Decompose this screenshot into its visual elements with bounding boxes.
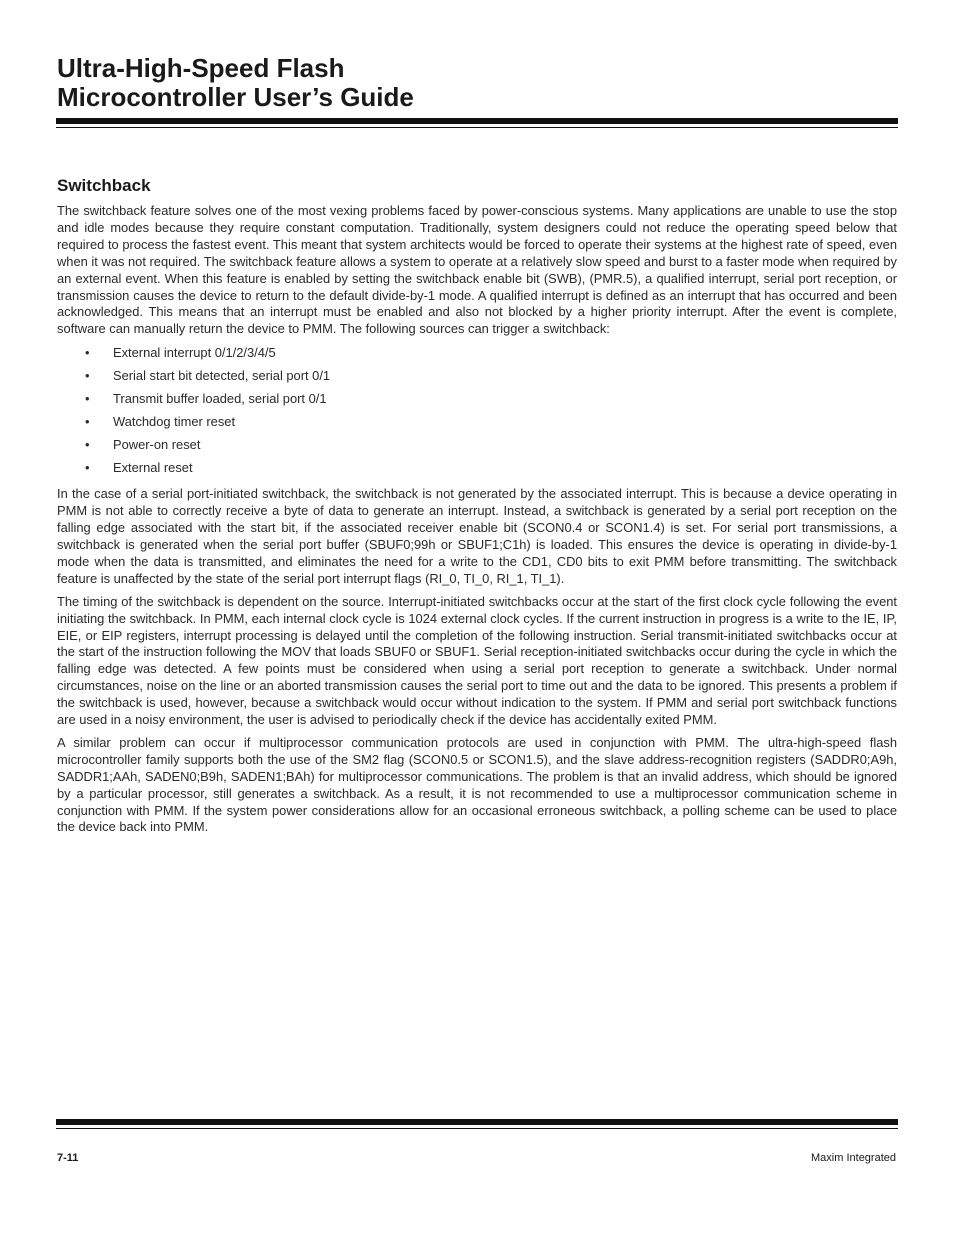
page-number: 7-11 — [57, 1152, 79, 1164]
bullet-icon: • — [85, 345, 90, 361]
bullet-icon: • — [85, 368, 90, 384]
intro-paragraph: The switchback feature solves one of the most vexing problems faced by power-conscious systems. Many applications are unable to use the stop and idle modes because they require constant computation. Traditionally, system designers could not reduce the operating speed below that required to process the fastest event. This meant that system architects would be forced to operate their systems at the highest rate of speed, even when it was not required. The switchback feature allows a system to operate at a relatively slow speed and burst to a faster mode when required by an external event. When this feature is enabled by setting the switchback enable bit (SWB), (PMR.5), a qualified interrupt, serial port reception, or transmission causes the device to return to the default divide-by-1 mode. A qualified interrupt is defined as an interrupt that has occurred and been acknowledged. This means that an interrupt must be enabled and also not blocked by a higher priority interrupt. After the event is complete, software can manually return the device to PMM. The following sources can trigger a switchback: — [57, 203, 897, 337]
title-line-1: Ultra-High-Speed Flash — [57, 53, 345, 83]
bullet-icon: • — [85, 414, 90, 430]
company-name: Maxim Integrated — [811, 1152, 896, 1164]
switchback-sources-list — [57, 344, 897, 482]
list-item: • Power-on reset — [85, 437, 201, 453]
title-line-2: Microcontroller User’s Guide — [57, 82, 414, 112]
header-rule-thin — [56, 127, 898, 129]
paragraph-switchback-timing: The timing of the switchback is dependent on the source. Interrupt-initiated switchbacks occur at the start of the first clock cycle following the event initiating the switchback. In PMM, each internal clock cycle is 1024 external clock cycles. If the current instruction in progress is a write to the IE, IP, EIE, or EIP registers, interrupt processing is delayed until the completion of the following instruction. Serial transmit-initiated switchbacks occur at the start of the instruction following the MOV that loads SBUF0 or SBUF1. Serial reception-initiated switchbacks occur during the cycle in which the falling edge was detected. A few points must be considered when using a serial port reception to generate a switchback. Under normal circumstances, noise on the line or an aborted transmission causes the serial port to time out and the data to be ignored. This presents a problem if the switchback is used, however, because a switchback would occur without indication to the system. If PMM and serial port switchback functions are used in a noisy environment, the user is advised to periodically check if the device has accidentally exited PMM. — [57, 593, 897, 728]
list-item: • Watchdog timer reset — [85, 414, 236, 430]
list-item: • External interrupt 0/1/2/3/4/5 — [85, 345, 276, 361]
list-item: • Serial start bit detected, serial port 0/1 — [85, 368, 331, 384]
header-rule-thick — [56, 118, 898, 124]
section-body — [57, 203, 897, 842]
document-title — [57, 54, 917, 112]
list-item: • External reset — [85, 460, 193, 476]
bullet-icon: • — [85, 437, 90, 453]
section-heading: Switchback — [57, 176, 151, 195]
bullet-icon: • — [85, 460, 90, 476]
paragraph-serial-switchback: In the case of a serial port-initiated switchback, the switchback is not generated by the associated interrupt. This is because a device operating in PMM is not able to correctly receive a byte of data to generate an interrupt. Instead, a switchback is generated by a serial port reception on the falling edge associated with the start bit, if the associated receiver enable bit (SCON0.4 or SCON1.4) is set. For serial port transmissions, a switchback is generated when the serial port buffer (SBUF0;99h or SBUF1;C1h) is loaded. This ensures the device is operating in divide-by-1 mode when the data is transmitted, and eliminates the need for a write to the CD1, CD0 bits to exit PMM before transmitting. The switchback feature is unaffected by the state of the serial port interrupt flags (RI_0, TI_0, RI_1, TI_1). — [57, 486, 897, 586]
list-item: • Transmit buffer loaded, serial port 0/1 — [85, 391, 327, 407]
footer-rule-thin — [56, 1128, 898, 1130]
bullet-icon: • — [85, 391, 90, 407]
paragraph-multiprocessor: A similar problem can occur if multiprocessor communication protocols are used in conjunction with PMM. The ultra-high-speed flash microcontroller family supports both the use of the SM2 flag (SCON0.5 or SCON1.5), and the slave address-recognition registers (SADDR0;A9h, SADDR1;AAh, SADEN0;B9h, SADEN1;BAh) for multiprocessor communications. The problem is that an invalid address, which should be ignored by a particular processor, still generates a switchback. As a result, it is not recommended to use a multiprocessor communication scheme in conjunction with PMM. If the system power considerations allow for an occasional erroneous switchback, a polling scheme can be used to place the device back into PMM. — [57, 734, 897, 835]
footer-rule-thick — [56, 1119, 898, 1125]
